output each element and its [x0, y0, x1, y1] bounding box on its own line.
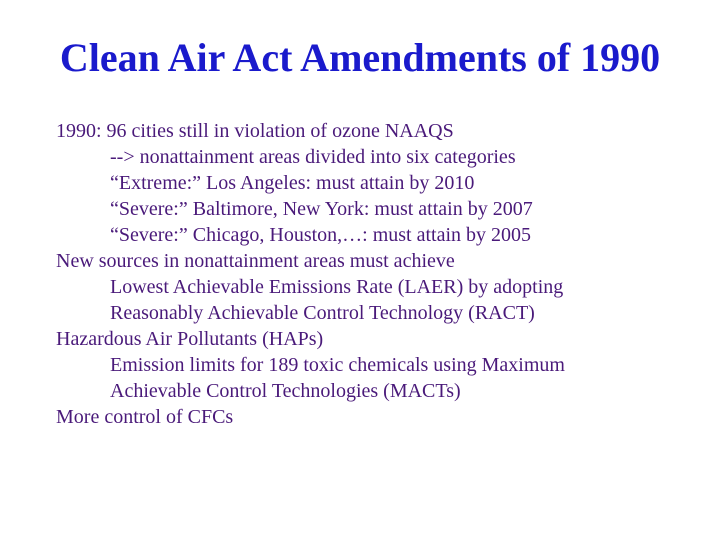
bullet-line: More control of CFCs — [56, 406, 234, 428]
sub-bullet-line: “Extreme:” Los Angeles: must attain by 2010 — [110, 172, 475, 194]
slide-body — [56, 118, 706, 430]
sub-bullet-line: --> nonattainment areas divided into six categories — [110, 146, 516, 168]
sub-bullet-line: Reasonably Achievable Control Technology (RACT) — [110, 302, 535, 324]
bullet-line: New sources in nonattainment areas must achieve — [56, 250, 455, 272]
slide-title: Clean Air Act Amendments of 1990 — [59, 35, 661, 80]
sub-bullet-line: Achievable Control Technologies (MACTs) — [110, 380, 461, 402]
sub-bullet-line: “Severe:” Baltimore, New York: must attain by 2007 — [110, 198, 533, 220]
sub-bullet-line: Lowest Achievable Emissions Rate (LAER) by adopting — [110, 276, 564, 298]
sub-bullet-line: “Severe:” Chicago, Houston,…: must attain by 2005 — [110, 224, 532, 246]
sub-bullet-line: Emission limits for 189 toxic chemicals using Maximum — [110, 354, 565, 376]
bullet-line: 1990: 96 cities still in violation of ozone NAAQS — [56, 120, 454, 142]
bullet-line: Hazardous Air Pollutants (HAPs) — [56, 328, 324, 350]
